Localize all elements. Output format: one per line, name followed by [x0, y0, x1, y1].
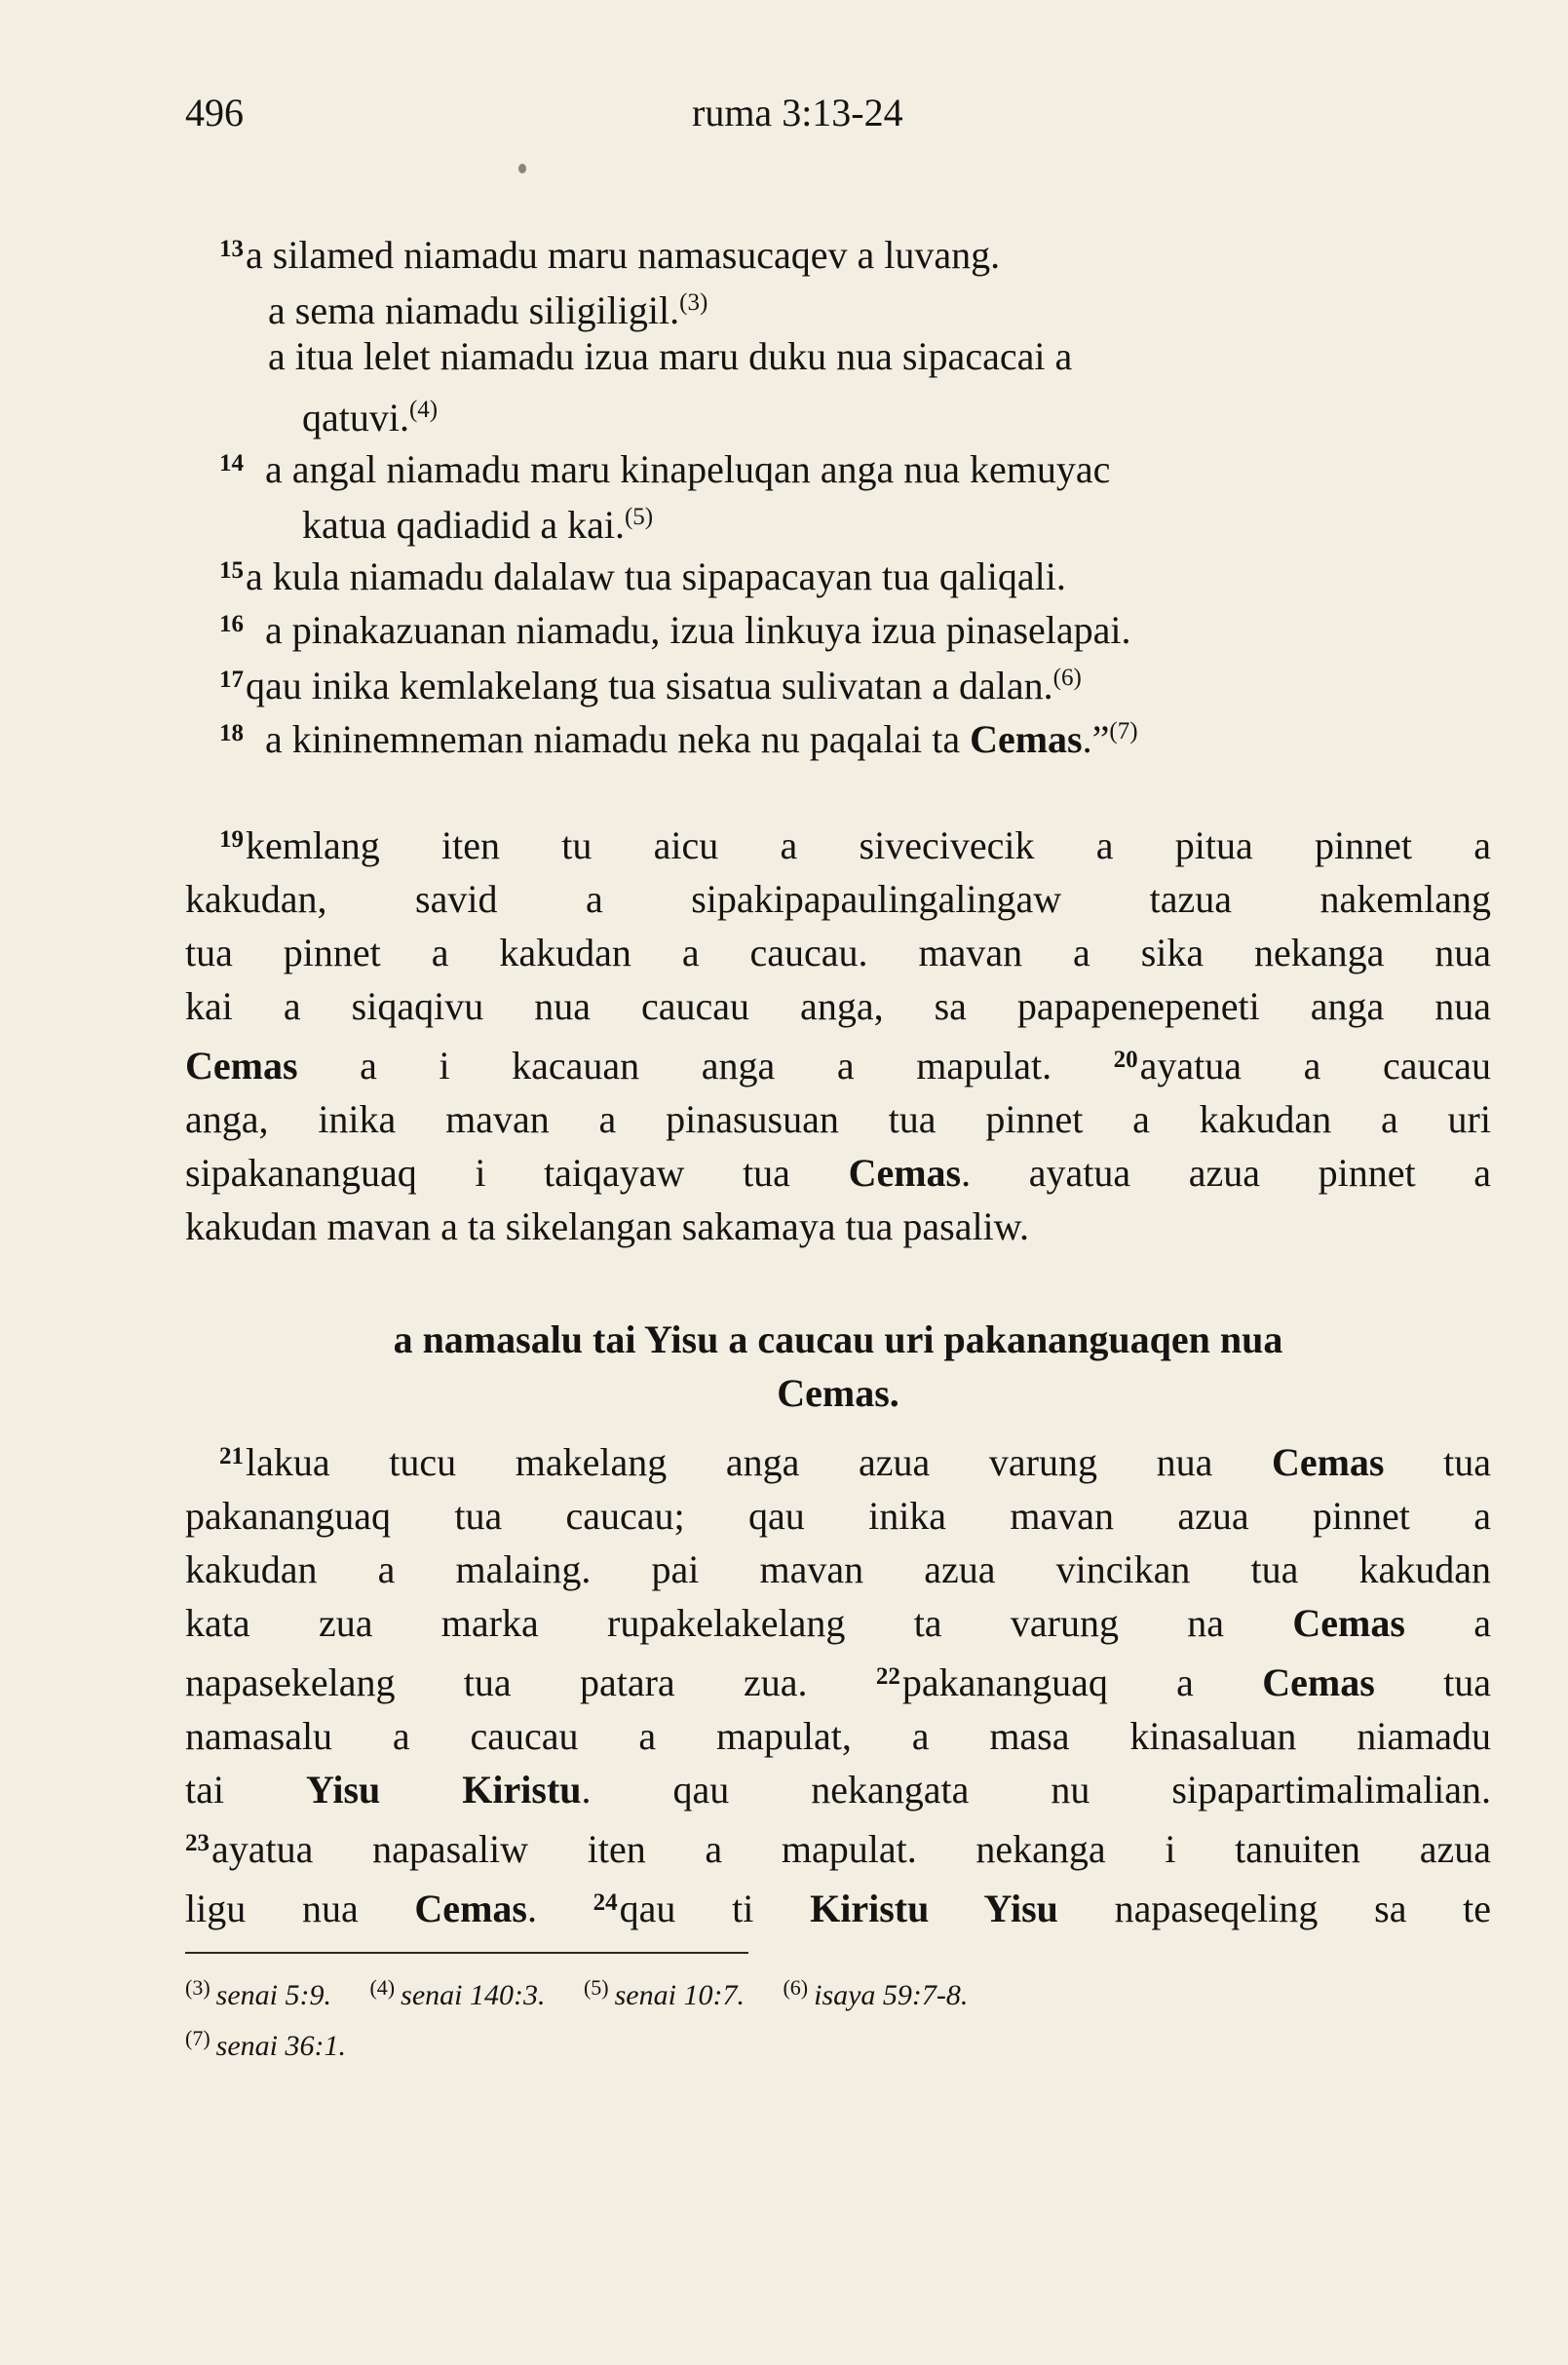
prose-line	[185, 1200, 1491, 1253]
line-text: tua pinnet a kakudan a caucau. mavan a sika nekanga nua	[185, 931, 1491, 974]
prose-line	[185, 1876, 1491, 1935]
verse-number: 21	[219, 1443, 244, 1469]
prose-line	[185, 1709, 1491, 1763]
verse-text: a pinakazuanan niamadu, izua linkuya izua pinaselapai.	[265, 608, 1131, 652]
line-text: tua	[1374, 1660, 1491, 1704]
verse-text: a kininemneman niamadu neka nu paqalai ta	[265, 717, 971, 761]
line-text: tai	[185, 1768, 306, 1812]
line-text: ayatua a caucau	[1139, 1044, 1491, 1087]
footnotes	[185, 1966, 1491, 2068]
verse-number: 20	[1113, 1047, 1138, 1073]
footnote-line	[185, 2017, 1491, 2068]
divine-name: Cemas	[848, 1151, 962, 1195]
line-text: kemlang iten tu aicu a sivecivecik a pitua pinnet a	[246, 823, 1491, 867]
verse-text: a angal niamadu maru kinapeluqan anga nua kemuyac	[265, 447, 1111, 491]
divine-name: Cemas	[1292, 1601, 1405, 1645]
line-text: sipakananguaq i taiqayaw tua	[185, 1151, 849, 1195]
verse-number: 14	[219, 450, 244, 477]
line-text: qau ti	[619, 1887, 811, 1930]
prose-line	[185, 1146, 1491, 1200]
footnote-ref-text: senai 140:3.	[401, 1979, 546, 2011]
running-title: ruma 3:13-24	[692, 91, 903, 134]
line-text: kakudan, savid a sipakipapaulingalingaw tazua nakemlang	[185, 877, 1491, 921]
verse-line	[185, 544, 1491, 597]
verse-number: 15	[219, 557, 244, 584]
verse-line	[185, 490, 1491, 547]
footnote-mark: (5)	[583, 1975, 609, 2000]
footnote-ref-text: isaya 59:7-8.	[814, 1979, 969, 2011]
verse-number: 16	[219, 611, 244, 637]
prose-line	[185, 1816, 1491, 1876]
line-text: napasekelang tua patara zua.	[185, 1660, 876, 1704]
footnote	[369, 1975, 546, 2011]
verse-text: a itua lelet niamadu izua maru duku nua sipacacai a	[268, 334, 1073, 378]
line-text: lakua tucu makelang anga azua varung nua	[246, 1440, 1272, 1484]
footnote	[583, 1975, 745, 2011]
footnote-mark: (4)	[369, 1975, 396, 2000]
footnote-ref-text: senai 10:7.	[614, 1979, 745, 2011]
prose-line	[185, 872, 1491, 926]
verse-number: 19	[219, 826, 244, 853]
ink-speck	[518, 164, 526, 173]
line-text: pakananguaq tua caucau; qau inika mavan azua pinnet a	[185, 1494, 1491, 1538]
divine-name: Cemas	[970, 717, 1083, 761]
line-text: tua	[1384, 1440, 1491, 1484]
verse-text: qau inika kemlakelang tua sisatua sulivatan a dalan.	[246, 664, 1053, 707]
prose-line	[185, 1092, 1491, 1146]
section-heading	[185, 1313, 1491, 1420]
paragraph-21-24	[185, 1430, 1491, 1935]
footnote	[185, 2026, 346, 2062]
footnote-ref: (3)	[679, 289, 708, 316]
divine-name: Kiristu Yisu	[810, 1887, 1058, 1930]
line-text: ayatua napasaliw iten a mapulat. nekanga i tanuiten azua	[211, 1827, 1491, 1871]
verse-line	[185, 437, 1491, 490]
line-text: kakudan mavan a ta sikelangan sakamaya tua pasaliw.	[185, 1204, 1029, 1248]
prose-line	[185, 1430, 1491, 1489]
verse-number: 17	[219, 667, 244, 693]
verse-text: a sema niamadu siligiligil.	[268, 288, 680, 332]
verse-line	[185, 651, 1491, 705]
footnote-ref: (7)	[1109, 718, 1138, 744]
line-text: a i kacauan anga a mapulat.	[297, 1044, 1114, 1087]
line-text: . qau nekangata nu sipapartimalimalian.	[581, 1768, 1492, 1812]
prose-line	[185, 979, 1491, 1033]
footnote-ref: (6)	[1052, 665, 1082, 691]
footnote-ref: (5)	[624, 504, 654, 530]
verse-number: 23	[185, 1830, 210, 1856]
prose-line	[185, 813, 1491, 872]
verse-line	[185, 222, 1491, 276]
footnote-ref: (4)	[408, 397, 439, 423]
divine-name: Yisu Kiristu	[305, 1768, 582, 1812]
line-text: napaseqeling sa te	[1057, 1887, 1492, 1930]
divine-name: Cemas	[414, 1887, 527, 1930]
verse-text: .”	[1082, 717, 1110, 761]
footnote-ref-text: senai 5:9.	[215, 1979, 331, 2011]
verse-line	[185, 705, 1491, 761]
verse-line	[185, 329, 1491, 383]
footnote-mark: (6)	[783, 1975, 809, 2000]
footnote	[783, 1975, 969, 2011]
footnote	[185, 1975, 331, 2011]
verse-text: a kula niamadu dalalaw tua sipapacayan tua qaliqali.	[246, 554, 1066, 598]
footnote-mark: (7)	[185, 2026, 210, 2050]
divine-name: Cemas	[1271, 1440, 1385, 1484]
prose-line	[185, 1489, 1491, 1543]
verse-text: a silamed niamadu maru namasucaqev a luvang.	[246, 233, 1001, 277]
verse-number: 24	[593, 1889, 618, 1916]
poetry-block	[185, 222, 1491, 761]
prose-line	[185, 1596, 1491, 1650]
prose-line	[185, 1763, 1491, 1816]
footnote-rule	[185, 1952, 748, 1954]
verse-line	[185, 597, 1491, 651]
page-header	[185, 90, 1481, 148]
prose-line	[185, 1543, 1491, 1596]
verse-text: qatuvi.	[302, 396, 409, 439]
prose-line	[185, 926, 1491, 979]
footnote-ref-text: senai 36:1.	[215, 2030, 346, 2062]
verse-line	[185, 276, 1491, 332]
verse-line	[185, 383, 1491, 437]
page-number: 496	[185, 91, 244, 134]
verse-number: 22	[875, 1663, 900, 1690]
prose-line	[185, 1033, 1491, 1092]
line-text: . ayatua azua pinnet a	[961, 1151, 1491, 1195]
paragraph-19-20	[185, 813, 1491, 1253]
line-text: kakudan a malaing. pai mavan azua vincikan tua kakudan	[185, 1547, 1491, 1591]
line-text: .	[526, 1887, 593, 1930]
verse-text: katua qadiadid a kai.	[302, 503, 625, 547]
footnote-mark: (3)	[185, 1975, 210, 2000]
verse-number: 18	[219, 720, 244, 746]
line-text: ligu nua	[185, 1887, 415, 1930]
heading-line: a namasalu tai Yisu a caucau uri pakananguaqen nua	[393, 1317, 1283, 1361]
line-text: namasalu a caucau a mapulat, a masa kinasaluan niamadu	[185, 1714, 1491, 1758]
line-text: pakananguaq a	[901, 1660, 1263, 1704]
verse-number: 13	[219, 236, 244, 262]
divine-name: Cemas	[1262, 1660, 1375, 1704]
line-text: anga, inika mavan a pinasusuan tua pinnet a kakudan a uri	[185, 1097, 1491, 1141]
line-text: kata zua marka rupakelakelang ta varung na	[185, 1601, 1293, 1645]
divine-name: Cemas	[185, 1044, 298, 1087]
line-text: a	[1404, 1601, 1491, 1645]
prose-line	[185, 1650, 1491, 1709]
footnote-line	[185, 1966, 1491, 2017]
heading-line: Cemas.	[777, 1371, 899, 1415]
line-text: kai a siqaqivu nua caucau anga, sa papapenepeneti anga nua	[185, 984, 1491, 1028]
